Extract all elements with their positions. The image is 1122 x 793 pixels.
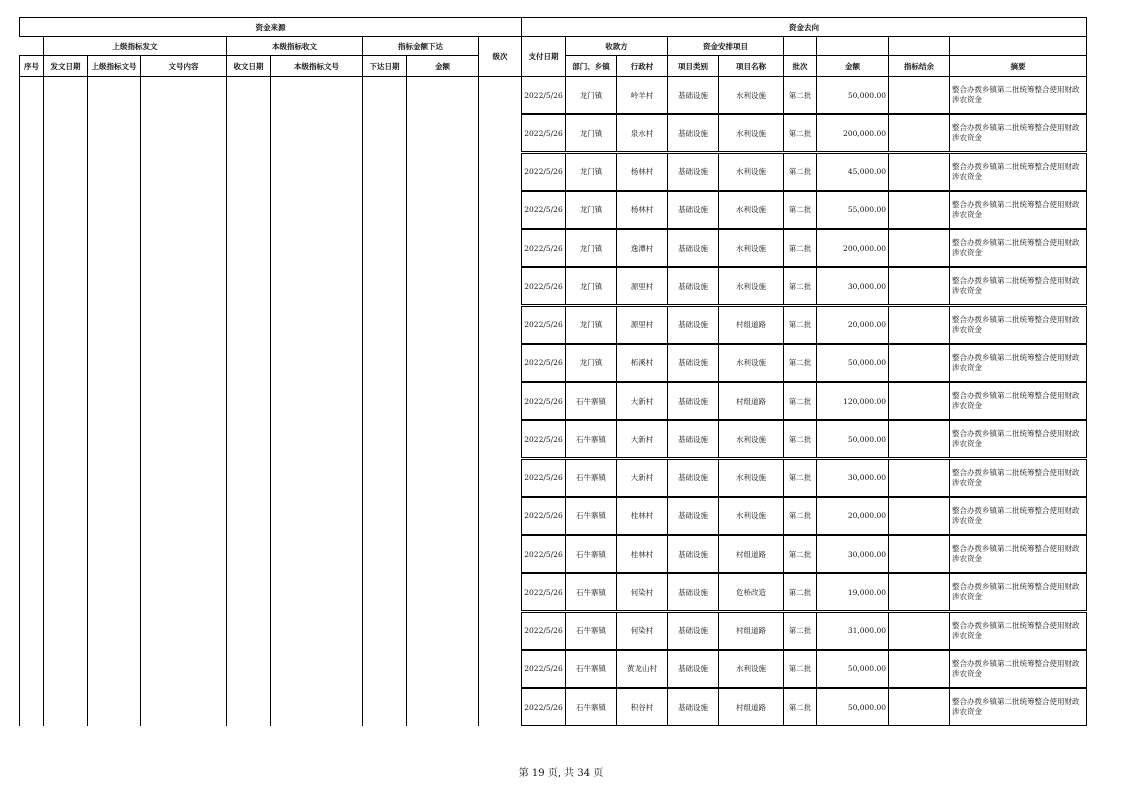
town-cell: 石牛寨镇 [565,497,617,535]
project-name-cell: 水利设施 [718,344,784,382]
project-type-cell: 基础设施 [667,612,719,650]
header-village: 行政村 [616,55,668,77]
header-fund-source: 资金来源 [19,17,522,37]
town-cell: 龙门镇 [565,344,617,382]
header-project-type: 项目类别 [667,55,719,77]
page-footer: 第 19 页, 共 34 页 [518,768,604,779]
pay-date-cell: 2022/5/26 [521,612,566,650]
table-row [521,612,1087,650]
grid-line [362,76,363,726]
town-cell: 石牛寨镇 [565,688,617,726]
project-name-cell: 村组道路 [718,382,784,420]
summary-cell: 整合办拨乡镇第二批统筹整合使用财政涉农资金 [949,382,1087,420]
project-type-cell: 基础设施 [667,114,719,152]
grid-line [87,76,88,726]
village-cell: 柘溪村 [616,344,668,382]
header-blank-a [783,36,817,56]
village-cell: 岭羊村 [616,76,668,114]
amount-cell: 50,000.00 [816,344,889,382]
amount-cell: 120,000.00 [816,382,889,420]
project-name-cell: 水利设施 [718,497,784,535]
village-cell: 大新村 [616,420,668,458]
batch-cell: 第二批 [783,306,817,344]
project-name-cell: 危桥改造 [718,573,784,611]
amount-cell: 50,000.00 [816,688,889,726]
header-balance: 指标结余 [888,55,950,77]
batch-cell: 第二批 [783,153,817,191]
amount-cell: 50,000.00 [816,76,889,114]
balance-cell [888,420,950,458]
project-type-cell: 基础设施 [667,535,719,573]
village-cell: 黄龙山村 [616,650,668,688]
town-cell: 石牛寨镇 [565,573,617,611]
town-cell: 石牛寨镇 [565,650,617,688]
balance-cell [888,267,950,305]
summary-cell: 整合办拨乡镇第二批统筹整合使用财政涉农资金 [949,459,1087,497]
header-level: 级次 [478,36,522,77]
balance-cell [888,535,950,573]
balance-cell [888,153,950,191]
header-local-doc-no: 本级指标文号 [270,55,363,77]
balance-cell [888,612,950,650]
grid-line [406,76,407,726]
header-batch: 批次 [783,55,817,77]
summary-cell: 整合办拨乡镇第二批统筹整合使用财政涉农资金 [949,650,1087,688]
balance-cell [888,650,950,688]
pay-date-cell: 2022/5/26 [521,306,566,344]
batch-cell: 第二批 [783,229,817,267]
balance-cell [888,688,950,726]
batch-cell: 第二批 [783,459,817,497]
table-row [521,573,1087,611]
batch-cell: 第二批 [783,114,817,152]
pay-date-cell: 2022/5/26 [521,573,566,611]
header-fund-project: 资金安排项目 [667,36,784,56]
grid-line [478,76,479,726]
pay-date-cell: 2022/5/26 [521,535,566,573]
town-cell: 龙门镇 [565,229,617,267]
village-cell: 何染村 [616,573,668,611]
header-doc-date: 发文日期 [43,55,88,77]
batch-cell: 第二批 [783,382,817,420]
table-row [521,382,1087,420]
project-type-cell: 基础设施 [667,688,719,726]
balance-cell [888,344,950,382]
project-name-cell: 水利设施 [718,267,784,305]
header-blank-c [888,36,950,56]
header-pay-date: 支付日期 [521,36,566,77]
village-cell: 大新村 [616,382,668,420]
project-type-cell: 基础设施 [667,497,719,535]
amount-cell: 30,000.00 [816,535,889,573]
village-cell: 泉水村 [616,114,668,152]
pay-date-cell: 2022/5/26 [521,267,566,305]
village-cell: 源里村 [616,306,668,344]
project-name-cell: 水利设施 [718,420,784,458]
pay-date-cell: 2022/5/26 [521,344,566,382]
village-cell: 桂林村 [616,535,668,573]
balance-cell [888,382,950,420]
balance-cell [888,191,950,229]
amount-cell: 31,000.00 [816,612,889,650]
pay-date-cell: 2022/5/26 [521,153,566,191]
pay-date-cell: 2022/5/26 [521,114,566,152]
grid-line [19,76,20,726]
header-dept-town: 部门、乡镇 [565,55,617,77]
batch-cell: 第二批 [783,76,817,114]
header-fund-destination: 资金去向 [521,17,1087,37]
balance-cell [888,497,950,535]
project-type-cell: 基础设施 [667,191,719,229]
town-cell: 龙门镇 [565,76,617,114]
header-upper-doc: 上级指标发文 [43,36,227,56]
batch-cell: 第二批 [783,267,817,305]
pay-date-cell: 2022/5/26 [521,229,566,267]
town-cell: 石牛寨镇 [565,612,617,650]
town-cell: 石牛寨镇 [565,459,617,497]
header-amount-issue: 指标金额下达 [362,36,479,56]
amount-cell: 50,000.00 [816,650,889,688]
summary-cell: 整合办拨乡镇第二批统筹整合使用财政涉农资金 [949,688,1087,726]
batch-cell: 第二批 [783,420,817,458]
summary-cell: 整合办拨乡镇第二批统筹整合使用财政涉农资金 [949,535,1087,573]
header-upper-doc-no: 上级指标文号 [87,55,141,77]
grid-line [140,76,141,726]
village-cell: 桂林村 [616,497,668,535]
village-cell: 积谷村 [616,688,668,726]
header-payee: 收款方 [565,36,668,56]
summary-cell: 整合办拨乡镇第二批统筹整合使用财政涉农资金 [949,114,1087,152]
summary-cell: 整合办拨乡镇第二批统筹整合使用财政涉农资金 [949,573,1087,611]
header-doc-content: 文号内容 [140,55,227,77]
village-cell: 大新村 [616,459,668,497]
table-row [521,497,1087,535]
project-name-cell: 水利设施 [718,650,784,688]
header-project-name: 项目名称 [718,55,784,77]
amount-cell: 30,000.00 [816,459,889,497]
project-name-cell: 水利设施 [718,191,784,229]
summary-cell: 整合办拨乡镇第二批统筹整合使用财政涉农资金 [949,306,1087,344]
pay-date-cell: 2022/5/26 [521,650,566,688]
project-type-cell: 基础设施 [667,344,719,382]
pay-date-cell: 2022/5/26 [521,688,566,726]
project-type-cell: 基础设施 [667,153,719,191]
summary-cell: 整合办拨乡镇第二批统筹整合使用财政涉农资金 [949,229,1087,267]
amount-cell: 20,000.00 [816,497,889,535]
table-row [521,267,1087,305]
project-name-cell: 村组道路 [718,535,784,573]
project-type-cell: 基础设施 [667,420,719,458]
header-receive-date: 收文日期 [226,55,271,77]
table-row [521,420,1087,458]
header-issue-date: 下达日期 [362,55,407,77]
pay-date-cell: 2022/5/26 [521,420,566,458]
amount-cell: 200,000.00 [816,114,889,152]
balance-cell [888,573,950,611]
pay-date-cell: 2022/5/26 [521,76,566,114]
balance-cell [888,306,950,344]
village-cell: 何染村 [616,612,668,650]
town-cell: 石牛寨镇 [565,535,617,573]
town-cell: 石牛寨镇 [565,382,617,420]
village-cell: 逸潭村 [616,229,668,267]
batch-cell: 第二批 [783,650,817,688]
amount-cell: 55,000.00 [816,191,889,229]
town-cell: 龙门镇 [565,153,617,191]
project-type-cell: 基础设施 [667,382,719,420]
table-row [521,191,1087,229]
town-cell: 石牛寨镇 [565,420,617,458]
project-type-cell: 基础设施 [667,306,719,344]
village-cell: 源里村 [616,267,668,305]
project-name-cell: 村组道路 [718,688,784,726]
grid-line [43,76,44,726]
summary-cell: 整合办拨乡镇第二批统筹整合使用财政涉农资金 [949,344,1087,382]
project-type-cell: 基础设施 [667,573,719,611]
amount-cell: 20,000.00 [816,306,889,344]
batch-cell: 第二批 [783,612,817,650]
project-name-cell: 村组道路 [718,306,784,344]
header-pay-amount: 金额 [816,55,889,77]
balance-cell [888,114,950,152]
town-cell: 龙门镇 [565,306,617,344]
table-row [521,76,1087,114]
table-row [521,650,1087,688]
amount-cell: 200,000.00 [816,229,889,267]
table-row [521,229,1087,267]
batch-cell: 第二批 [783,535,817,573]
summary-cell: 整合办拨乡镇第二批统筹整合使用财政涉农资金 [949,76,1087,114]
grid-line [226,76,227,726]
summary-cell: 整合办拨乡镇第二批统筹整合使用财政涉农资金 [949,191,1087,229]
balance-cell [888,229,950,267]
table-row [521,114,1087,152]
table-row [521,306,1087,344]
town-cell: 龙门镇 [565,267,617,305]
project-type-cell: 基础设施 [667,267,719,305]
summary-cell: 整合办拨乡镇第二批统筹整合使用财政涉农资金 [949,420,1087,458]
village-cell: 杨林村 [616,153,668,191]
town-cell: 龙门镇 [565,191,617,229]
project-name-cell: 水利设施 [718,229,784,267]
summary-cell: 整合办拨乡镇第二批统筹整合使用财政涉农资金 [949,612,1087,650]
table-row [521,344,1087,382]
header-blank-b [816,36,889,56]
village-cell: 杨林村 [616,191,668,229]
summary-cell: 整合办拨乡镇第二批统筹整合使用财政涉农资金 [949,497,1087,535]
amount-cell: 19,000.00 [816,573,889,611]
project-name-cell: 村组道路 [718,612,784,650]
batch-cell: 第二批 [783,573,817,611]
summary-cell: 整合办拨乡镇第二批统筹整合使用财政涉农资金 [949,267,1087,305]
balance-cell [888,76,950,114]
pay-date-cell: 2022/5/26 [521,497,566,535]
header-blank-d [949,36,1087,56]
table-row [521,688,1087,726]
amount-cell: 45,000.00 [816,153,889,191]
project-type-cell: 基础设施 [667,229,719,267]
batch-cell: 第二批 [783,191,817,229]
project-name-cell: 水利设施 [718,114,784,152]
pay-date-cell: 2022/5/26 [521,191,566,229]
header-seq: 序号 [19,55,44,77]
table-row [521,153,1087,191]
project-name-cell: 水利设施 [718,459,784,497]
table-row [521,459,1087,497]
project-type-cell: 基础设施 [667,76,719,114]
project-name-cell: 水利设施 [718,76,784,114]
batch-cell: 第二批 [783,344,817,382]
summary-cell: 整合办拨乡镇第二批统筹整合使用财政涉农资金 [949,153,1087,191]
header-local-doc: 本级指标收文 [226,36,363,56]
amount-cell: 30,000.00 [816,267,889,305]
town-cell: 龙门镇 [565,114,617,152]
header-amount: 金额 [406,55,479,77]
project-type-cell: 基础设施 [667,459,719,497]
batch-cell: 第二批 [783,688,817,726]
project-type-cell: 基础设施 [667,650,719,688]
project-name-cell: 水利设施 [718,153,784,191]
table-row [521,535,1087,573]
batch-cell: 第二批 [783,497,817,535]
amount-cell: 50,000.00 [816,420,889,458]
balance-cell [888,459,950,497]
grid-line [270,76,271,726]
pay-date-cell: 2022/5/26 [521,382,566,420]
pay-date-cell: 2022/5/26 [521,459,566,497]
header-summary: 摘要 [949,55,1087,77]
